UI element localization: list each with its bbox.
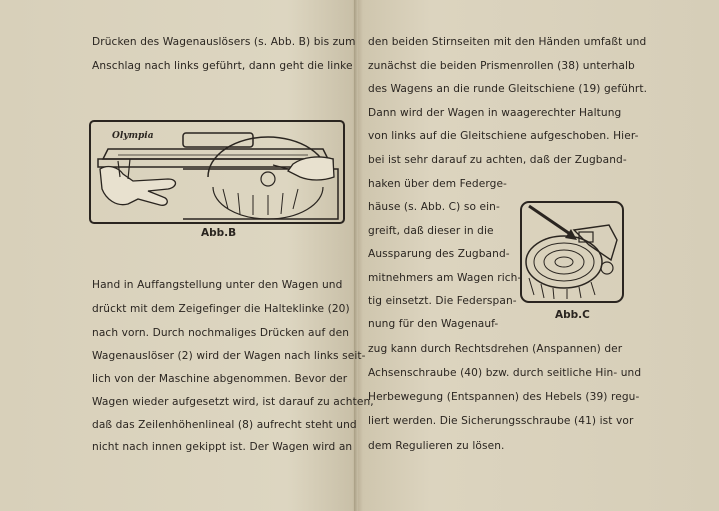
right-page [358, 0, 719, 511]
text-line: Anschlag nach links geführt, dann geht die linke [92, 60, 353, 72]
text-line: Herbewegung (Entspannen) des Hebels (39) regu- [368, 391, 640, 403]
text-line: Hand in Auffangstellung unter den Wagen und [92, 279, 343, 291]
spring-housing-illustration [519, 200, 625, 304]
text-line: greift, daß dieser in die [368, 225, 494, 237]
text-line: haken über dem Federge- [368, 178, 507, 190]
text-line: zunächst die beiden Prismenrollen (38) unterhalb [368, 60, 635, 72]
olympia-logo: Olympia [112, 131, 154, 141]
text-line: Achsenschraube (40) bzw. durch seitliche Hin- und [368, 367, 642, 379]
text-line: häuse (s. Abb. C) so ein- [368, 201, 500, 213]
text-line: Dann wird der Wagen in waagerechter Haltung [368, 107, 622, 119]
text-line: nicht nach innen gekippt ist. Der Wagen wird an [92, 441, 353, 453]
figure-caption-c: Abb.C [555, 309, 590, 321]
text-line: Aussparung des Zugband- [368, 248, 510, 260]
text-line: nung für den Wagenauf- [368, 318, 499, 330]
text-line: daß das Zeilenhöhenlineal (8) aufrecht steht und [92, 419, 357, 431]
text-line: Wagenauslöser (2) wird der Wagen nach links seit- [92, 350, 366, 362]
text-line: zug kann durch Rechtsdrehen (Anspannen) der [368, 343, 623, 355]
text-line: tig einsetzt. Die Federspan- [368, 295, 517, 307]
text-line: drückt mit dem Zeigefinger die Halteklinke (20) [92, 303, 350, 315]
text-line: Wagen wieder aufgesetzt wird, ist darauf zu achten, [92, 396, 374, 408]
text-line: dem Regulieren zu lösen. [368, 440, 505, 452]
text-line: lich von der Maschine abgenommen. Bevor der [92, 373, 348, 385]
text-line: mitnehmers am Wagen rich- [368, 272, 522, 284]
text-line: liert werden. Die Sicherungsschraube (41) ist vor [368, 415, 634, 427]
text-line: nach vorn. Durch nochmaliges Drücken auf den [92, 327, 350, 339]
text-line: Drücken des Wagenauslösers (s. Abb. B) bis zum [92, 36, 356, 48]
text-line: von links auf die Gleitschiene aufgeschoben. Hier- [368, 130, 639, 142]
text-line: den beiden Stirnseiten mit den Händen umfaßt und [368, 36, 647, 48]
figure-caption-b: Abb.B [201, 227, 237, 239]
text-line: bei ist sehr darauf zu achten, daß der Zugband- [368, 154, 627, 166]
text-line: des Wagens an die runde Gleitschiene (19) geführt. [368, 83, 648, 95]
